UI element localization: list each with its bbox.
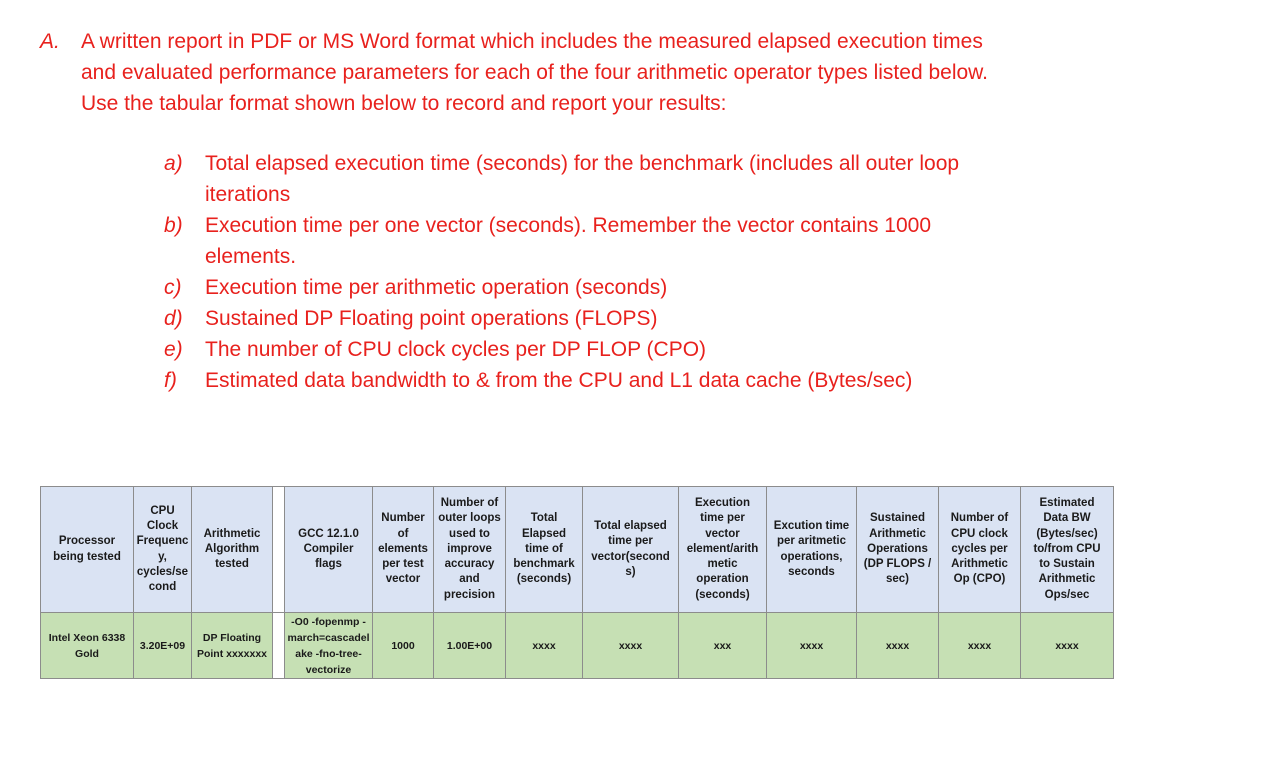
- table-header-cell-line: Arithmetic: [869, 527, 926, 540]
- table-cell-line: ake -fno-tree-: [295, 647, 362, 660]
- table-cell: [679, 613, 767, 679]
- table-header-cell-line: Op (CPO): [953, 573, 1006, 586]
- table-cell-line: Gold: [75, 647, 99, 660]
- table-cell: [506, 613, 583, 679]
- list-item-label: e): [164, 338, 183, 361]
- table-header-cell-line: to/from CPU: [1033, 542, 1101, 555]
- table-header-cell-line: Operations: [867, 542, 928, 555]
- table-header-cell-line: accuracy: [444, 558, 495, 571]
- requirement-line: and evaluated performance parameters for each of the four arithmetic operator types listed below.: [81, 61, 988, 84]
- table-header-cell: [192, 487, 273, 613]
- table-header-cell: [134, 487, 192, 613]
- table-header-cell-line: element/arith: [686, 542, 759, 555]
- table-header-cell-line: per aritmetic: [776, 535, 847, 548]
- table-header-cell: [285, 487, 373, 613]
- table-header-cell-line: time of: [525, 542, 563, 555]
- table-cell: [41, 613, 134, 679]
- table-cell: [373, 613, 434, 679]
- table-header-cell-line: Algorithm: [204, 542, 260, 555]
- table-header-cell-line: per test: [382, 558, 424, 571]
- table-cell-line: Intel Xeon 6338: [48, 631, 126, 644]
- table-header-cell-line: s): [625, 565, 636, 578]
- table-header-cell-line: Number: [381, 512, 425, 525]
- deliverable-list: [160, 148, 1060, 396]
- table-cell: [583, 613, 679, 679]
- table-header-cell-line: Frequenc: [136, 535, 189, 548]
- list-item-label: b): [164, 214, 183, 237]
- table-header-cell-line: tested: [215, 558, 249, 571]
- table-header-cell-line: improve: [447, 542, 492, 555]
- list-item-f: [160, 365, 1060, 396]
- list-item-c: [160, 272, 1060, 303]
- results-table: [40, 486, 1114, 679]
- table-cell-line: 1000: [391, 639, 415, 652]
- table-header-cell-line: Arithmetic: [951, 558, 1008, 571]
- table-spacer-cell: [273, 613, 285, 679]
- list-item-a: [160, 148, 1060, 210]
- table-header-cell-line: Total: [530, 512, 558, 525]
- table-header-cell-line: cycles per: [951, 542, 1008, 555]
- table-cell-line: xxxx: [1055, 639, 1079, 652]
- table-header-cell-line: Processor: [58, 535, 116, 548]
- table-cell-line: xxxx: [618, 639, 643, 652]
- list-item-text: Estimated data bandwidth to & from the CPU and L1 data cache (Bytes/sec): [205, 369, 913, 392]
- table-header-cell-line: vector: [705, 527, 740, 540]
- table-header-cell: [857, 487, 939, 613]
- requirement-line: Use the tabular format shown below to record and report your results:: [81, 92, 727, 115]
- table-header-cell-line: Sustained: [870, 512, 925, 525]
- table-header-cell-line: seconds: [788, 565, 835, 578]
- table-header-cell-line: and: [459, 573, 480, 586]
- table-cell-line: DP Floating: [202, 631, 262, 644]
- table-cell-line: xxxx: [967, 639, 992, 652]
- table-cell-line: 3.20E+09: [139, 639, 186, 652]
- table-header-cell: [373, 487, 434, 613]
- table-header-cell-line: operations,: [780, 550, 843, 563]
- table-cell-line: xxx: [713, 639, 732, 652]
- table-header-cell-line: benchmark: [513, 558, 575, 571]
- table-header-cell-line: (DP FLOPS /: [863, 558, 932, 571]
- table-header-cell-line: outer loops: [438, 512, 501, 525]
- table-header-cell-line: CPU clock: [951, 527, 1008, 540]
- table-header-cell-line: vector(second: [591, 550, 670, 563]
- table-header-cell: [679, 487, 767, 613]
- list-item-label: a): [164, 152, 183, 175]
- list-item-text: Execution time per one vector (seconds). Remember the vector contains 1000: [205, 214, 932, 237]
- table-header-cell-line: cycles/se: [136, 565, 189, 578]
- table-cell-line: xxxx: [799, 639, 824, 652]
- table-spacer-cell: [273, 487, 285, 613]
- list-item-text: Sustained DP Floating point operations (FLOPS): [205, 307, 658, 330]
- table-header-cell-line: Ops/sec: [1044, 588, 1090, 601]
- table-header-cell: [939, 487, 1021, 613]
- table-header-cell-line: to Sustain: [1039, 558, 1095, 571]
- table-cell-line: 1.00E+00: [446, 639, 493, 652]
- table-header-cell-line: cond: [148, 580, 177, 593]
- requirement-line: A written report in PDF or MS Word format which includes the measured elapsed execution times: [81, 30, 983, 53]
- table-header-cell-line: Data BW: [1043, 512, 1091, 525]
- table-header-cell-line: (seconds): [516, 573, 572, 586]
- table-row: [41, 613, 1114, 679]
- table-header-cell-line: Total elapsed: [594, 520, 667, 533]
- list-item-label: f): [164, 369, 177, 392]
- table-header-cell-line: y,: [158, 550, 167, 563]
- table-header-cell-line: Clock: [146, 520, 179, 533]
- table-header-cell-line: used to: [449, 527, 490, 540]
- table-cell-line: -O0 -fopenmp -: [291, 615, 366, 628]
- table-cell-line: vectorize: [305, 663, 352, 676]
- list-item-text: The number of CPU clock cycles per DP FLOP (CPO): [205, 338, 707, 361]
- table-cell: [434, 613, 506, 679]
- list-item-text: iterations: [205, 183, 291, 206]
- table-header-cell-line: Arithmetic: [203, 527, 261, 540]
- table-header-cell-line: GCC 12.1.0: [298, 527, 359, 540]
- table-header-cell-line: elements: [378, 542, 428, 555]
- table-header-cell-line: metic: [707, 558, 738, 571]
- table-header-cell-line: (seconds): [695, 588, 750, 601]
- table-header-cell-line: Estimated: [1039, 497, 1095, 510]
- table-header-cell-line: CPU: [150, 504, 175, 517]
- table-header-cell-line: Number of: [950, 512, 1009, 525]
- table-header-cell: [506, 487, 583, 613]
- table-header-row: [41, 487, 1114, 613]
- table-cell: [767, 613, 857, 679]
- list-item-text: Total elapsed execution time (seconds) for the benchmark (includes all outer loop: [205, 152, 960, 175]
- table-cell-line: Point xxxxxxx: [196, 647, 268, 660]
- table-cell: [1021, 613, 1114, 679]
- table-header-cell-line: being tested: [53, 550, 121, 563]
- table-header-cell-line: Compiler: [303, 542, 354, 555]
- table-header-cell-line: Excution time: [773, 520, 850, 533]
- table-header-cell: [1021, 487, 1114, 613]
- table-header-cell-line: (Bytes/sec): [1036, 527, 1098, 540]
- table-cell-line: march=cascadel: [287, 631, 370, 644]
- list-item-d: [160, 303, 1060, 334]
- list-item-label: c): [164, 276, 182, 299]
- list-item-b: [160, 210, 1060, 272]
- table-header-cell-line: sec): [885, 573, 910, 586]
- table-cell-line: xxxx: [532, 639, 556, 652]
- table-cell: [857, 613, 939, 679]
- list-item-text: elements.: [205, 245, 297, 268]
- table-header-cell-line: Number of: [440, 497, 499, 510]
- table-cell: [134, 613, 192, 679]
- requirement-label: A.: [40, 30, 60, 53]
- list-item-e: [160, 334, 1060, 365]
- requirement-text: [81, 26, 1141, 119]
- table-header-cell-line: Execution: [695, 497, 750, 510]
- table-header-cell-line: of: [397, 527, 409, 540]
- table-header-cell-line: operation: [696, 573, 749, 586]
- table-header-cell-line: vector: [385, 573, 421, 586]
- table-header-cell-line: flags: [315, 558, 342, 571]
- table-header-cell: [767, 487, 857, 613]
- table-header-cell-line: time per: [608, 535, 653, 548]
- list-item-label: d): [164, 307, 183, 330]
- table-header-cell-line: time per: [700, 512, 745, 525]
- list-item-text: Execution time per arithmetic operation (seconds): [205, 276, 668, 299]
- table-cell: [285, 613, 373, 679]
- table-header-cell: [583, 487, 679, 613]
- table-header-cell-line: Elapsed: [521, 527, 567, 540]
- table-header-cell-line: Arithmetic: [1038, 573, 1096, 586]
- table-header-cell: [434, 487, 506, 613]
- table-cell: [192, 613, 273, 679]
- table-header-cell-line: precision: [443, 588, 496, 601]
- table-cell: [939, 613, 1021, 679]
- table-header-cell: [41, 487, 134, 613]
- table-cell-line: xxxx: [885, 639, 910, 652]
